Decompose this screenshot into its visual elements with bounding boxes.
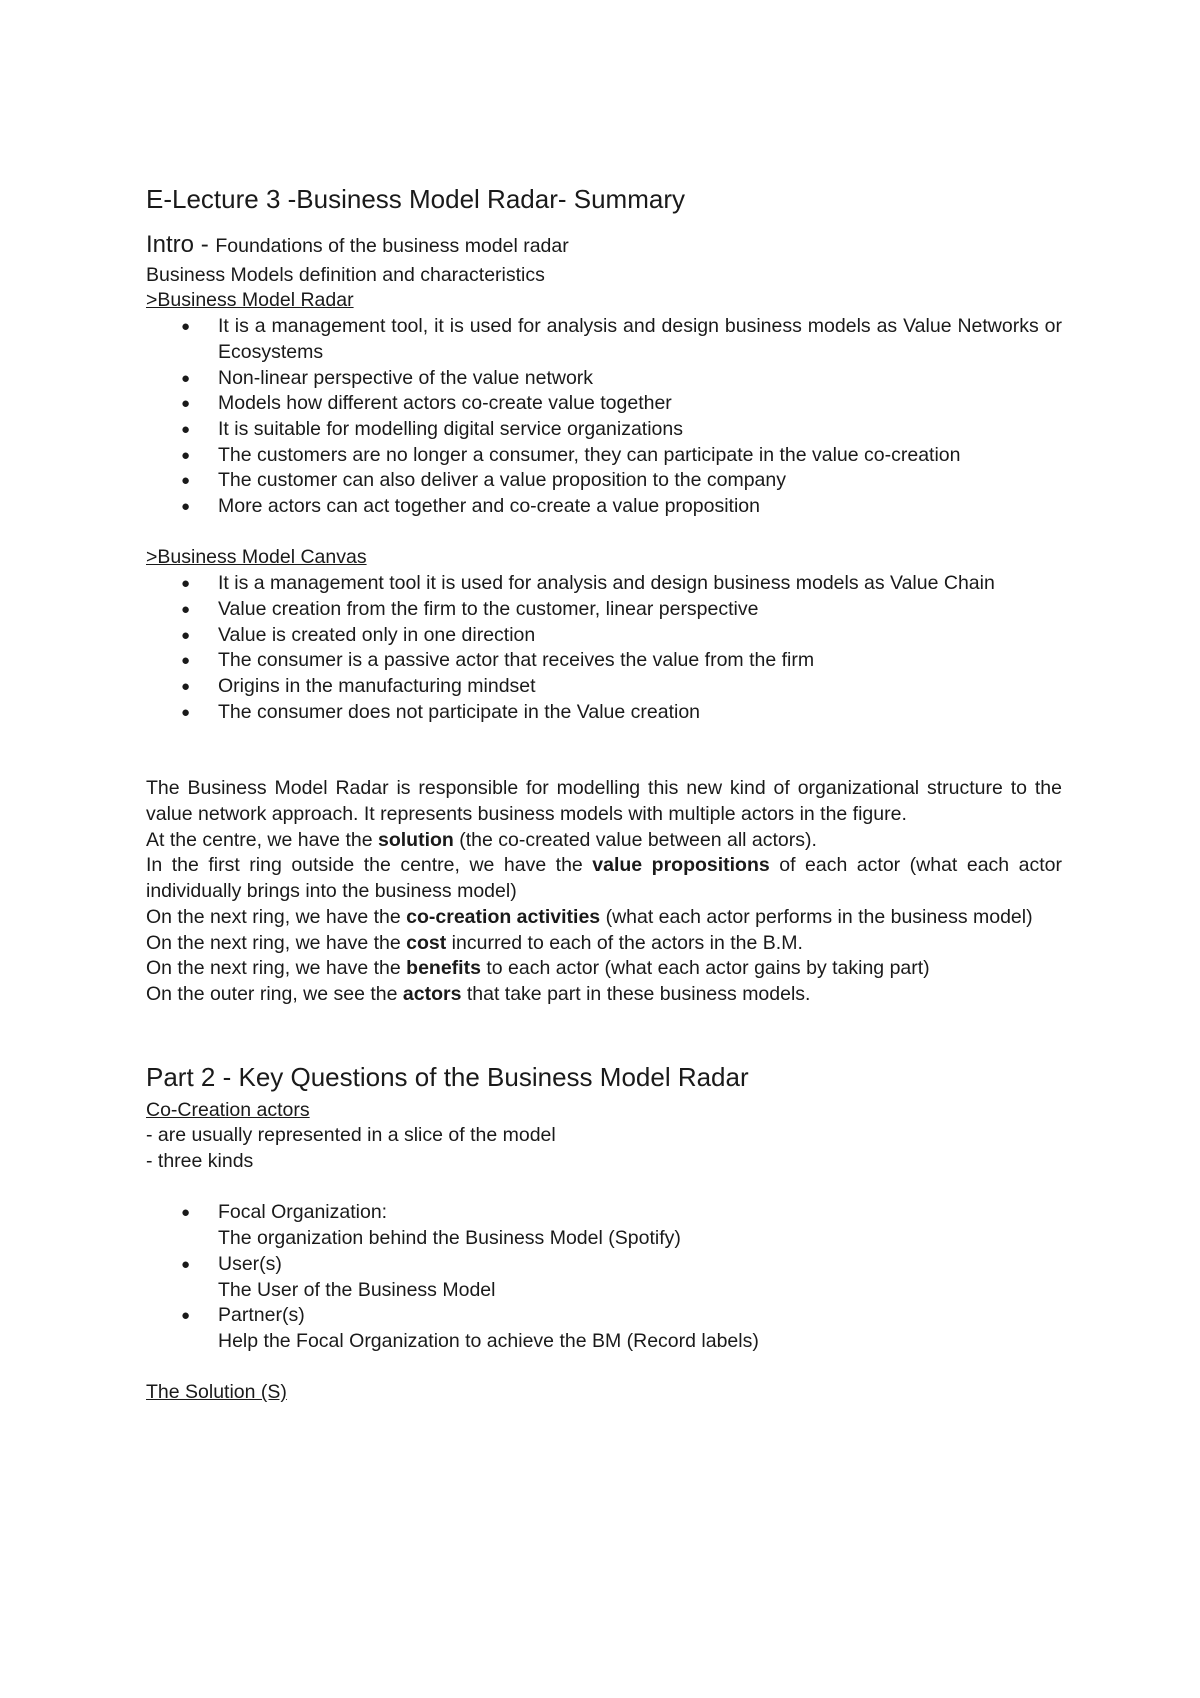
bold-term: actors (402, 982, 462, 1005)
list-item (146, 700, 1062, 726)
bullet-icon: ● (181, 420, 191, 438)
bullet-icon: ● (181, 446, 191, 464)
spacer (146, 520, 1062, 546)
text-run: (what each actor performs in the business model) (600, 905, 1033, 928)
actor-kind-desc: The User of the Business Model (218, 1278, 496, 1301)
list-item-text: Models how different actors co-create value together (218, 392, 672, 415)
text-run: that take part in these business models. (461, 982, 811, 1005)
actor-kind-desc: Help the Focal Organization to achieve the BM (Record labels) (218, 1329, 759, 1352)
list-item (146, 674, 1062, 700)
actor-kind-name: Partner(s) (218, 1304, 305, 1327)
ring-benefits-line (146, 956, 1062, 982)
bold-term: co-creation activities (406, 905, 601, 928)
ring-co-creation-activities-line (146, 905, 1062, 931)
list-item (146, 648, 1062, 674)
text-run: On the next ring, we have the (146, 931, 407, 954)
list-item (146, 443, 1062, 469)
solution-heading: The Solution (S) (146, 1381, 287, 1404)
bullet-icon: ● (181, 1307, 191, 1325)
document-content (146, 182, 1062, 1406)
list-item (146, 494, 1062, 520)
text-run: In the first ring outside the centre, we have the (146, 854, 593, 877)
actor-kinds-list (146, 1200, 1062, 1354)
actor-kind-name: Focal Organization: (218, 1201, 388, 1224)
list-item (146, 417, 1062, 443)
list-item-text: Value is created only in one direction (218, 623, 536, 646)
bullet-icon: ● (181, 600, 191, 618)
intro-lead: Intro - (146, 231, 216, 258)
ring-solution-line (146, 828, 1062, 854)
intro-subtitle: Foundations of the business model radar (215, 235, 569, 257)
bullet-icon: ● (181, 677, 191, 695)
canvas-bullet-list (146, 571, 1062, 725)
list-item (146, 571, 1062, 597)
bold-term: benefits (406, 957, 481, 980)
spacer (146, 1175, 1062, 1201)
bullet-icon: ● (181, 318, 191, 336)
bullet-icon: ● (181, 498, 191, 516)
list-item (146, 597, 1062, 623)
spacer (146, 1355, 1062, 1381)
list-item (146, 623, 1062, 649)
list-item-text: The customers are no longer a consumer, they can participate in the value co-creation (218, 443, 961, 466)
text-run: of each actor (what each actor individually brings into the business model) (146, 854, 1062, 903)
text-run: At the centre, we have the (146, 828, 378, 851)
ring-cost-line (146, 931, 1062, 957)
bullet-icon: ● (181, 1204, 191, 1222)
text-run: On the next ring, we have the (146, 905, 407, 928)
definition-line: Business Models definition and characteristics (146, 263, 545, 286)
bullet-icon: ● (181, 1255, 191, 1273)
list-item-text: The consumer does not participate in the Value creation (218, 700, 701, 723)
bullet-icon: ● (181, 575, 191, 593)
part2-heading: Part 2 - Key Questions of the Business Model Radar (146, 1061, 749, 1092)
bullet-icon: ● (181, 652, 191, 670)
radar-heading: >Business Model Radar (146, 289, 354, 312)
list-item-text: Origins in the manufacturing mindset (218, 674, 536, 697)
spacer (146, 725, 1062, 776)
bullet-icon: ● (181, 395, 191, 413)
spacer (146, 1008, 1062, 1060)
list-item (146, 1252, 1062, 1303)
text-run: On the next ring, we have the (146, 957, 407, 980)
canvas-heading: >Business Model Canvas (146, 546, 367, 569)
bold-term: solution (377, 828, 454, 851)
list-item-text: The consumer is a passive actor that receives the value from the firm (218, 649, 815, 672)
actor-kind-name: User(s) (218, 1252, 282, 1275)
bold-term: cost (406, 931, 447, 954)
list-item-text: It is a management tool, it is used for analysis and design business models as Value Networks or Ecosystems (218, 315, 1062, 363)
list-item-text: More actors can act together and co-create a value proposition (218, 495, 760, 518)
list-item (146, 468, 1062, 494)
bullet-icon: ● (181, 369, 191, 387)
document-title: E-Lecture 3 -Business Model Radar- Summary (146, 184, 685, 214)
radar-bullet-list (146, 314, 1062, 520)
list-item-text: The customer can also deliver a value proposition to the company (218, 469, 786, 492)
list-item (146, 314, 1062, 365)
list-item-text: It is suitable for modelling digital service organizations (218, 417, 683, 440)
bullet-icon: ● (181, 626, 191, 644)
list-item (146, 366, 1062, 392)
list-item (146, 1303, 1062, 1354)
text-run: On the outer ring, we see the (146, 982, 403, 1005)
radar-explanation-paragraph: The Business Model Radar is responsible for modelling this new kind of organizational structure to the value network approach. It represents business models with multiple actors in the figure. (146, 777, 1062, 826)
intro-heading (146, 232, 1062, 260)
list-item-text: Value creation from the firm to the customer, linear perspective (218, 597, 759, 620)
co-creation-actors-heading: Co-Creation actors (146, 1098, 310, 1121)
list-item-text: Non-linear perspective of the value network (218, 366, 594, 389)
ring-value-propositions-line (146, 853, 1062, 904)
list-item-text: It is a management tool it is used for analysis and design business models as Value Chain (218, 572, 995, 595)
text-run: to each actor (what each actor gains by taking part) (480, 957, 930, 980)
text-run: incurred to each of the actors in the B.M. (446, 931, 803, 954)
bold-term: value propositions (592, 854, 770, 877)
bullet-icon: ● (181, 703, 191, 721)
ring-actors-line (146, 982, 1062, 1008)
actors-line-2: - three kinds (146, 1150, 254, 1173)
text-run: (the co-created value between all actors). (453, 828, 817, 851)
actor-kind-desc: The organization behind the Business Model (Spotify) (218, 1227, 681, 1250)
bullet-icon: ● (181, 472, 191, 490)
actors-line-1: - are usually represented in a slice of the model (146, 1124, 556, 1147)
list-item (146, 391, 1062, 417)
list-item (146, 1200, 1062, 1251)
